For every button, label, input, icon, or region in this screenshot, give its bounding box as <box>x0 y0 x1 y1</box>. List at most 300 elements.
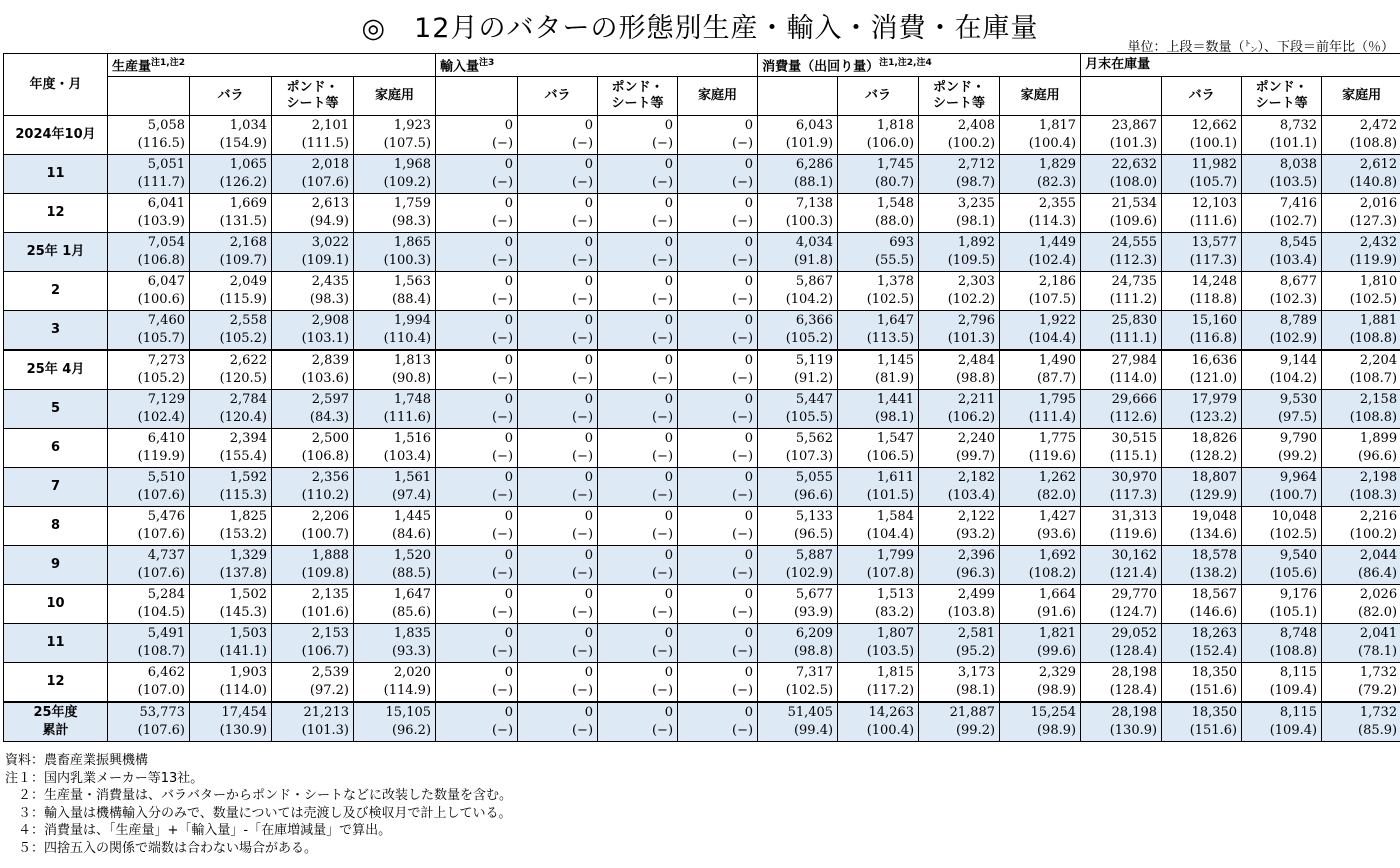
table-cell <box>354 585 436 624</box>
cell-ratio: (126.2) <box>219 175 267 191</box>
cell-ratio: (107.6) <box>137 488 185 504</box>
cell-ratio: (−) <box>571 449 594 465</box>
table-cell <box>108 468 190 507</box>
cell-ratio: (−) <box>571 253 594 269</box>
cell-ratio: (104.5) <box>137 605 185 621</box>
cell-ratio: (128.2) <box>1189 449 1238 465</box>
cell-ratio: (98.1) <box>955 214 996 230</box>
cell-ratio: (118.8) <box>1189 292 1238 308</box>
cell-ratio: (111.7) <box>137 175 185 191</box>
table-cell <box>1000 155 1081 194</box>
cell-quantity: 21,213 <box>303 705 349 721</box>
cell-quantity: 8,732 <box>1279 118 1318 134</box>
cell-quantity: 1,490 <box>1038 353 1077 369</box>
cell-ratio: (−) <box>491 410 514 426</box>
cell-ratio: (85.9) <box>1358 723 1398 739</box>
cell-quantity: 2,186 <box>1038 274 1077 290</box>
cell-ratio: (96.5) <box>793 527 834 543</box>
cell-ratio: (115.1) <box>1109 449 1158 465</box>
cell-quantity: 1,329 <box>229 548 267 564</box>
cell-ratio: (−) <box>571 566 594 582</box>
table-cell <box>272 663 354 703</box>
cell-quantity: 5,058 <box>147 118 185 134</box>
table-cell <box>1162 546 1242 585</box>
cell-quantity: 2,168 <box>229 235 267 251</box>
cell-quantity: 1,262 <box>1038 470 1077 486</box>
cell-ratio: (106.8) <box>137 253 185 269</box>
table-cell <box>838 429 919 468</box>
table-cell <box>354 429 436 468</box>
cell-ratio: (114.9) <box>383 683 432 699</box>
table-cell <box>518 390 598 429</box>
table-cell <box>436 194 518 233</box>
note-line: 資料：農畜産業振興機構 <box>5 753 149 768</box>
table-cell <box>598 233 678 272</box>
cell-quantity: 2,435 <box>311 274 349 290</box>
table-cell <box>598 624 678 663</box>
cell-quantity: 2,206 <box>311 509 349 525</box>
subheader-label: ポンド・ シート等 <box>919 77 1000 116</box>
cell-ratio: (103.5) <box>1269 175 1318 191</box>
cell-ratio: (129.9) <box>1189 488 1238 504</box>
cell-ratio: (84.3) <box>309 410 349 426</box>
cell-ratio: (−) <box>651 566 674 582</box>
cell-quantity: 2,396 <box>957 548 996 564</box>
cell-quantity: 2,558 <box>229 313 267 329</box>
table-cell <box>1162 507 1242 546</box>
table-cell <box>678 624 758 663</box>
butter-table <box>3 53 1400 742</box>
cell-ratio: (−) <box>732 410 754 426</box>
cell-ratio: (107.5) <box>383 136 432 152</box>
cell-quantity: 17,979 <box>1191 392 1238 408</box>
cell-ratio: (−) <box>491 527 514 543</box>
cell-quantity: 1,994 <box>393 313 432 329</box>
table-cell <box>1081 311 1162 351</box>
cell-quantity: 28,198 <box>1111 665 1158 681</box>
cell-ratio: (103.9) <box>137 214 185 230</box>
table-cell <box>272 624 354 663</box>
cell-ratio: (96.3) <box>955 566 996 582</box>
cell-quantity: 0 <box>664 274 674 290</box>
cell-quantity: 2,204 <box>1359 353 1398 369</box>
cell-quantity: 7,317 <box>795 665 834 681</box>
table-cell <box>1242 429 1322 468</box>
table-row <box>4 116 1400 155</box>
cell-ratio: (151.6) <box>1189 683 1238 699</box>
subheader-label: ポンド・ シート等 <box>272 77 354 116</box>
table-cell <box>758 429 838 468</box>
cell-quantity: 6,286 <box>795 157 834 173</box>
cell-quantity: 1,548 <box>876 196 915 212</box>
cell-quantity: 2,211 <box>957 392 996 408</box>
cell-ratio: (−) <box>651 371 674 387</box>
cell-ratio: (109.8) <box>301 566 349 582</box>
table-row <box>4 507 1400 546</box>
cell-ratio: (110.2) <box>301 488 349 504</box>
table-cell <box>354 663 436 703</box>
cell-quantity: 2,240 <box>957 431 996 447</box>
table-cell <box>838 233 919 272</box>
cell-ratio: (−) <box>651 175 674 191</box>
cell-ratio: (−) <box>491 683 514 699</box>
row-label: 6 <box>4 429 108 468</box>
cell-ratio: (104.4) <box>1028 331 1077 347</box>
table-row <box>4 311 1400 351</box>
table-row <box>4 702 1400 742</box>
table-cell <box>838 546 919 585</box>
cell-quantity: 1,547 <box>876 431 915 447</box>
cell-quantity: 1,445 <box>393 509 432 525</box>
cell-quantity: 0 <box>504 705 514 721</box>
cell-quantity: 28,198 <box>1111 705 1158 721</box>
table-cell <box>436 350 518 390</box>
cell-ratio: (82.0) <box>1036 488 1077 504</box>
cell-ratio: (109.1) <box>301 253 349 269</box>
cell-ratio: (−) <box>491 331 514 347</box>
cell-ratio: (119.6) <box>1028 449 1077 465</box>
table-cell <box>436 155 518 194</box>
table-cell <box>190 429 272 468</box>
table-cell <box>518 233 598 272</box>
cell-ratio: (101.3) <box>301 723 349 739</box>
table-cell <box>518 350 598 390</box>
table-cell <box>1081 546 1162 585</box>
cell-quantity: 1,692 <box>1038 548 1077 564</box>
cell-ratio: (−) <box>491 488 514 504</box>
cell-ratio: (−) <box>571 410 594 426</box>
cell-quantity: 18,350 <box>1191 665 1238 681</box>
cell-quantity: 1,732 <box>1359 705 1398 721</box>
table-cell <box>1162 468 1242 507</box>
table-cell <box>1322 194 1400 233</box>
cell-ratio: (121.0) <box>1189 371 1238 387</box>
row-label: 25年 1月 <box>4 233 108 272</box>
table-cell <box>108 350 190 390</box>
cell-ratio: (100.6) <box>137 292 185 308</box>
row-label: 12 <box>4 194 108 233</box>
cell-quantity: 0 <box>584 118 594 134</box>
cell-quantity: 14,263 <box>868 705 915 721</box>
cell-ratio: (102.2) <box>947 292 996 308</box>
cell-ratio: (137.8) <box>219 566 267 582</box>
cell-ratio: (99.4) <box>793 723 834 739</box>
cell-quantity: 1,664 <box>1038 587 1077 603</box>
cell-quantity: 9,530 <box>1279 392 1318 408</box>
cell-ratio: (103.8) <box>947 605 996 621</box>
table-cell <box>436 702 518 742</box>
table-cell <box>190 585 272 624</box>
cell-quantity: 24,735 <box>1111 274 1158 290</box>
cell-ratio: (109.5) <box>947 253 996 269</box>
cell-quantity: 15,160 <box>1191 313 1238 329</box>
row-label: 3 <box>4 311 108 351</box>
table-cell <box>838 507 919 546</box>
row-label: 9 <box>4 546 108 585</box>
table-cell <box>436 233 518 272</box>
table-row <box>4 468 1400 507</box>
cell-ratio: (114.0) <box>219 683 267 699</box>
cell-quantity: 0 <box>504 665 514 681</box>
cell-ratio: (107.5) <box>1028 292 1077 308</box>
table-cell <box>108 702 190 742</box>
note-line: ５：四捨五入の関係で端数は合わない場合がある。 <box>5 840 318 856</box>
cell-quantity: 0 <box>744 157 754 173</box>
cell-quantity: 0 <box>504 157 514 173</box>
cell-quantity: 1,584 <box>876 509 915 525</box>
table-cell <box>1162 272 1242 311</box>
cell-ratio: (80.7) <box>874 175 915 191</box>
cell-ratio: (138.2) <box>1189 566 1238 582</box>
cell-quantity: 1,923 <box>393 118 432 134</box>
table-cell <box>1162 585 1242 624</box>
cell-ratio: (102.5) <box>1269 527 1318 543</box>
cell-quantity: 4,737 <box>147 548 185 564</box>
cell-quantity: 0 <box>504 118 514 134</box>
cell-ratio: (99.2) <box>955 723 996 739</box>
subheader-label: バラ <box>1162 77 1242 116</box>
cell-quantity: 14,248 <box>1191 274 1238 290</box>
cell-ratio: (83.2) <box>874 605 915 621</box>
cell-quantity: 2,122 <box>957 509 996 525</box>
cell-quantity: 2,018 <box>311 157 349 173</box>
table-cell <box>518 507 598 546</box>
table-cell <box>678 194 758 233</box>
table-cell <box>1162 663 1242 703</box>
cell-ratio: (−) <box>732 136 754 152</box>
cell-quantity: 1,813 <box>393 353 432 369</box>
cell-quantity: 5,867 <box>795 274 834 290</box>
cell-ratio: (−) <box>651 214 674 230</box>
table-cell <box>518 468 598 507</box>
subheader-label: 家庭用 <box>1000 77 1081 116</box>
table-cell <box>1000 702 1081 742</box>
table-cell <box>518 429 598 468</box>
table-cell <box>678 429 758 468</box>
table-cell <box>354 702 436 742</box>
row-label: 12 <box>4 663 108 703</box>
table-cell <box>1081 272 1162 311</box>
table-row <box>4 155 1400 194</box>
cell-quantity: 0 <box>504 274 514 290</box>
table-cell <box>436 116 518 155</box>
cell-ratio: (98.9) <box>1036 723 1077 739</box>
table-cell <box>1162 429 1242 468</box>
cell-ratio: (−) <box>732 488 754 504</box>
cell-quantity: 0 <box>584 626 594 642</box>
table-cell <box>1081 663 1162 703</box>
row-label: 5 <box>4 390 108 429</box>
table-cell <box>838 155 919 194</box>
table-cell <box>108 311 190 351</box>
table-cell <box>108 429 190 468</box>
cell-ratio: (99.2) <box>1277 449 1318 465</box>
table-cell <box>1322 233 1400 272</box>
group-header-production: 生産量$^{注1,注2}$ <box>108 54 436 77</box>
note-line: ２：生産量・消費量は、バラバターからポンド・シートなどに改装した数量を含む。 <box>5 788 513 803</box>
table-row <box>4 272 1400 311</box>
cell-ratio: (111.4) <box>1028 410 1077 426</box>
cell-quantity: 1,748 <box>393 392 432 408</box>
cell-ratio: (88.5) <box>391 566 432 582</box>
cell-quantity: 29,052 <box>1111 626 1158 642</box>
table-cell <box>1242 155 1322 194</box>
cell-ratio: (106.5) <box>866 449 915 465</box>
cell-quantity: 0 <box>504 392 514 408</box>
cell-quantity: 8,545 <box>1279 235 1318 251</box>
cell-ratio: (−) <box>571 371 594 387</box>
cell-quantity: 1,903 <box>229 665 267 681</box>
table-cell <box>108 272 190 311</box>
cell-ratio: (−) <box>651 253 674 269</box>
cell-ratio: (140.8) <box>1349 175 1398 191</box>
cell-ratio: (154.9) <box>219 136 267 152</box>
cell-ratio: (127.3) <box>1349 214 1398 230</box>
cell-quantity: 1,881 <box>1359 313 1398 329</box>
table-cell <box>1081 507 1162 546</box>
cell-quantity: 0 <box>744 196 754 212</box>
table-cell <box>838 311 919 351</box>
cell-ratio: (79.2) <box>1358 683 1398 699</box>
cell-quantity: 5,284 <box>147 587 185 603</box>
table-cell <box>1162 155 1242 194</box>
cell-quantity: 2,394 <box>229 431 267 447</box>
table-cell <box>1242 390 1322 429</box>
cell-ratio: (90.8) <box>391 371 432 387</box>
table-cell <box>190 155 272 194</box>
table-cell <box>678 116 758 155</box>
cell-quantity: 0 <box>504 313 514 329</box>
table-cell <box>108 663 190 703</box>
cell-ratio: (114.0) <box>1109 371 1158 387</box>
cell-ratio: (152.4) <box>1189 644 1238 660</box>
cell-ratio: (93.3) <box>391 644 432 660</box>
table-cell <box>1322 585 1400 624</box>
table-cell <box>919 350 1000 390</box>
table-cell <box>758 546 838 585</box>
subheader-total <box>758 77 838 116</box>
cell-quantity: 9,176 <box>1279 587 1318 603</box>
cell-ratio: (−) <box>571 292 594 308</box>
cell-quantity: 0 <box>664 235 674 251</box>
table-cell <box>1322 624 1400 663</box>
table-cell <box>598 585 678 624</box>
table-cell <box>919 702 1000 742</box>
cell-quantity: 5,491 <box>147 626 185 642</box>
cell-ratio: (102.9) <box>1269 331 1318 347</box>
cell-quantity: 0 <box>584 470 594 486</box>
cell-quantity: 30,515 <box>1111 431 1158 447</box>
table-cell <box>1242 624 1322 663</box>
cell-quantity: 1,449 <box>1038 235 1077 251</box>
table-cell <box>919 390 1000 429</box>
cell-ratio: (−) <box>651 449 674 465</box>
cell-quantity: 0 <box>584 509 594 525</box>
cell-ratio: (107.6) <box>137 566 185 582</box>
cell-ratio: (−) <box>651 488 674 504</box>
table-cell <box>838 585 919 624</box>
table-cell <box>919 194 1000 233</box>
cell-quantity: 51,405 <box>787 705 834 721</box>
table-cell <box>272 350 354 390</box>
table-cell <box>758 116 838 155</box>
table-cell <box>436 468 518 507</box>
cell-ratio: (88.0) <box>874 214 915 230</box>
table-cell <box>190 546 272 585</box>
cell-quantity: 24,555 <box>1111 235 1158 251</box>
table-cell <box>1162 311 1242 351</box>
table-cell <box>354 390 436 429</box>
table-cell <box>1162 350 1242 390</box>
table-cell <box>354 350 436 390</box>
cell-quantity: 13,577 <box>1191 235 1238 251</box>
cell-ratio: (101.3) <box>1109 136 1158 152</box>
table-cell <box>354 311 436 351</box>
table-cell <box>108 585 190 624</box>
cell-ratio: (105.2) <box>219 331 267 347</box>
cell-ratio: (−) <box>491 371 514 387</box>
table-cell <box>354 194 436 233</box>
cell-ratio: (−) <box>651 292 674 308</box>
cell-quantity: 1,922 <box>1038 313 1077 329</box>
cell-ratio: (−) <box>651 527 674 543</box>
cell-ratio: (131.5) <box>219 214 267 230</box>
table-cell <box>1000 585 1081 624</box>
table-cell <box>1242 350 1322 390</box>
table-row <box>4 624 1400 663</box>
cell-ratio: (−) <box>491 292 514 308</box>
cell-ratio: (107.3) <box>785 449 834 465</box>
table-cell <box>1242 663 1322 703</box>
table-row <box>4 429 1400 468</box>
cell-ratio: (−) <box>651 331 674 347</box>
cell-quantity: 1,888 <box>311 548 349 564</box>
subheader-label: ポンド・ シート等 <box>1242 77 1322 116</box>
cell-ratio: (119.9) <box>1349 253 1398 269</box>
cell-quantity: 1,647 <box>393 587 432 603</box>
cell-quantity: 5,447 <box>795 392 834 408</box>
subheader-total <box>436 77 518 116</box>
table-cell <box>838 390 919 429</box>
table-row <box>4 350 1400 390</box>
table-cell <box>108 233 190 272</box>
cell-quantity: 18,567 <box>1191 587 1238 603</box>
cell-quantity: 2,839 <box>311 353 349 369</box>
row-label: 2 <box>4 272 108 311</box>
table-cell <box>272 272 354 311</box>
cell-quantity: 29,770 <box>1111 587 1158 603</box>
table-cell <box>1081 194 1162 233</box>
table-cell <box>1000 663 1081 703</box>
table-cell <box>354 116 436 155</box>
table-cell <box>190 116 272 155</box>
cell-ratio: (108.2) <box>1028 566 1077 582</box>
cell-quantity: 1,516 <box>393 431 432 447</box>
table-cell <box>678 663 758 703</box>
table-cell <box>1000 116 1081 155</box>
cell-quantity: 0 <box>744 665 754 681</box>
table-cell <box>758 624 838 663</box>
cell-quantity: 1,829 <box>1038 157 1077 173</box>
cell-ratio: (100.3) <box>383 253 432 269</box>
cell-quantity: 0 <box>664 665 674 681</box>
table-cell <box>1081 429 1162 468</box>
cell-ratio: (−) <box>732 331 754 347</box>
cell-ratio: (−) <box>651 723 674 739</box>
cell-ratio: (103.4) <box>383 449 432 465</box>
cell-ratio: (105.7) <box>1189 175 1238 191</box>
cell-ratio: (107.6) <box>137 527 185 543</box>
